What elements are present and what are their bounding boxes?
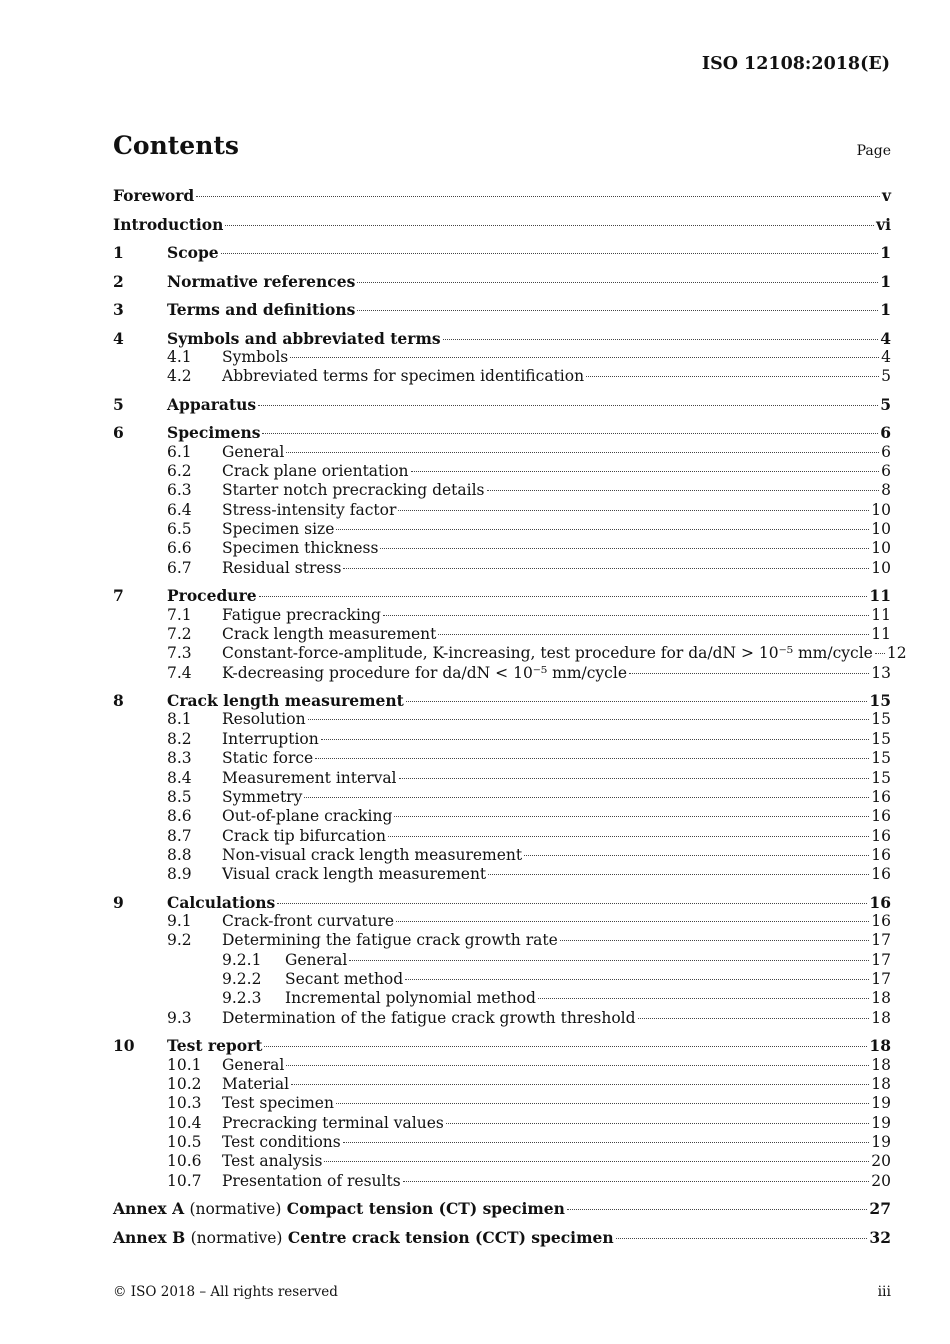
toc-entry-text: Determining the fatigue crack growth rate [222,931,558,950]
toc-entry-text: Crack-front curvature [222,912,395,931]
dot-leader [324,1161,869,1162]
toc-section-number: 8.1 [167,710,192,729]
toc-entry-text: Symbols and abbreviated terms [167,328,441,348]
toc-entry-6-6[interactable] [113,539,891,558]
toc-page-number: 17 [871,950,891,969]
toc-section-number: 6.5 [167,520,192,539]
document-identifier: ISO 12108:2018(E) [701,54,890,74]
toc-section-number: 8.9 [167,865,192,884]
dot-leader [349,960,869,961]
toc-section-number: 8.5 [167,787,192,806]
toc-entry-7-4[interactable] [113,664,891,683]
toc-entry-8-6[interactable] [113,807,891,826]
toc-section-number: 7.1 [167,605,192,624]
annex-title: Compact tension (CT) specimen [286,1199,565,1219]
toc-entry-text: Crack tip bifurcation [222,826,386,845]
toc-page-number: 20 [871,1152,891,1171]
toc-entry-9-2-1[interactable] [113,951,891,970]
toc-page-number: 15 [871,749,891,768]
toc-entry-text: Test report [167,1036,263,1056]
toc-page-number: 20 [871,1171,891,1190]
toc-section-number: 2 [113,271,124,291]
dot-leader [291,1084,869,1085]
annex-label: Annex B [113,1227,186,1247]
toc-entry-9-1[interactable] [113,912,891,931]
toc-entry-5[interactable] [113,395,891,424]
toc-page-number: 18 [871,1055,891,1074]
toc-entry-text [113,1199,565,1218]
dot-leader [388,836,869,837]
toc-section-number: 9.1 [167,912,192,931]
toc-section-number: 6.7 [167,558,192,577]
toc-entry-10[interactable] [113,1036,891,1056]
toc-section-number: 9.2.3 [222,989,262,1008]
toc-section-number: 8.8 [167,845,192,864]
dot-leader [264,1046,867,1047]
toc-entry-text: Fatigue precracking [222,605,381,624]
annex-kind: (normative) [189,1200,282,1219]
toc-page-number: 19 [871,1094,891,1113]
toc-entry-8-3[interactable] [113,749,891,768]
toc-entry-10-3[interactable] [113,1094,891,1113]
toc-entry-4-2[interactable] [113,367,891,386]
dot-leader [336,529,869,530]
toc-section-number: 10.3 [167,1094,202,1113]
dot-leader [487,490,880,491]
toc-section-number: 4.2 [167,367,192,386]
toc-entry-10-6[interactable] [113,1152,891,1171]
toc-entry-text [113,1228,614,1247]
toc-entry-text: Symbols [222,348,289,366]
toc-entry-6[interactable] [113,423,891,443]
toc-section-number: 9.2.2 [222,970,262,989]
toc-entry-text: Specimen size [222,520,335,539]
toc-section-number: 10.1 [167,1055,202,1074]
toc-section-number: 6.2 [167,462,192,481]
dot-leader [524,855,869,856]
toc-page-number: 4 [881,348,891,366]
dot-leader [446,1123,869,1124]
toc-entry-text: Introduction [113,214,224,234]
toc-page-number: 10 [871,539,891,558]
dot-leader [290,357,879,358]
toc-entry-text: General [222,442,285,461]
dot-leader [411,471,880,472]
toc-section-number: 8 [113,690,124,710]
toc-entry-8-8[interactable] [113,846,891,865]
toc-section-number: 8.3 [167,749,192,768]
page-title: Contents [113,131,240,160]
dot-leader [286,1065,869,1066]
toc-entry-text: Non-visual crack length measurement [222,845,523,864]
dot-leader [629,673,869,674]
toc-entry-1[interactable] [113,243,891,272]
dot-leader [221,253,879,254]
toc-entry-4-1[interactable] [113,348,891,367]
toc-section-number: 7 [113,586,124,606]
toc-section-number: 7.2 [167,624,192,643]
toc-section-number: 7.3 [167,644,192,663]
toc-entry-3[interactable] [113,300,891,329]
dot-leader [357,310,878,311]
toc-page-number: 8 [881,481,891,500]
dot-leader [443,339,879,340]
toc-entry-text: Scope [167,243,219,262]
toc-entry-text: Test conditions [222,1133,341,1151]
toc-section-number: 6.6 [167,539,192,558]
toc-entry-introduction[interactable] [113,215,891,244]
dot-leader [196,196,880,197]
toc-entry-text: Specimen thickness [222,539,379,558]
toc-page-number: 15 [871,710,891,729]
toc-page-number: 18 [871,989,891,1008]
toc-entry-text: Specimens [167,423,261,443]
toc-entry-text: Incremental polynomial method [285,989,536,1008]
toc-page-number: 10 [871,558,891,577]
toc-page-number: 18 [871,1074,891,1093]
toc-entry-text: Terms and definitions [167,300,356,319]
toc-entry-10-1[interactable] [113,1056,891,1075]
toc-entry-8-4[interactable] [113,769,891,788]
toc-page-number: 13 [871,663,891,682]
toc-entry-text: Static force [222,749,314,768]
toc-page-number: 11 [871,624,891,643]
toc-page-number: 5 [881,367,891,386]
toc-entry-text: Test analysis [222,1152,323,1171]
toc-entry-6-7[interactable] [113,559,891,578]
dot-leader [343,568,869,569]
toc-page-number: 11 [869,586,891,606]
dot-leader [259,596,868,597]
dot-leader [321,739,870,740]
toc-section-number: 6.4 [167,500,192,519]
dot-leader [394,816,869,817]
toc-page-number: 18 [869,1036,891,1056]
toc-entry-annex-a[interactable] [113,1199,891,1228]
toc-section-number: 10.5 [167,1133,202,1151]
toc-entry-text: Crack length measurement [167,690,404,710]
dot-leader [405,979,869,980]
toc-page-number: 16 [871,807,891,826]
toc-page-number: 10 [871,500,891,519]
toc-page-number: 5 [880,394,891,414]
toc-entry-annex-b[interactable] [113,1228,891,1257]
toc-entry-10-2[interactable] [113,1075,891,1094]
toc-section-number: 9.2 [167,931,192,950]
toc-entry-6-2[interactable] [113,462,891,481]
toc-entry-9[interactable] [113,893,891,913]
dot-leader [277,903,867,904]
toc-entry-10-5[interactable] [113,1133,891,1152]
toc-page-number: 16 [871,787,891,806]
toc-entry-text: Normative references [167,271,356,291]
toc-entry-6-4[interactable] [113,501,891,520]
dot-leader [560,940,869,941]
toc-entry-text: Interruption [222,729,319,748]
toc-entry-6-5[interactable] [113,520,891,539]
dot-leader [438,634,869,635]
toc-section-number: 10.2 [167,1074,202,1093]
toc-section-number: 7.4 [167,663,192,682]
dot-leader [638,1018,870,1019]
toc-entry-text: Starter notch precracking details [222,481,485,500]
page-footer [113,1284,891,1300]
toc-entry-8-2[interactable] [113,730,891,749]
toc-section-number: 9.2.1 [222,950,262,969]
toc-section-number: 8.7 [167,826,192,845]
toc-entry-8-7[interactable] [113,827,891,846]
dot-leader [304,797,869,798]
toc-entry-7-1[interactable] [113,606,891,625]
toc-entry-7[interactable] [113,586,891,606]
toc-page-number: 12 [886,644,907,663]
toc-section-number: 10.6 [167,1152,202,1171]
toc-page-number: 16 [871,845,891,864]
toc-page-number: 1 [880,243,891,262]
toc-section-number: 8.2 [167,729,192,748]
toc-entry-8-1[interactable] [113,710,891,729]
toc-entry-text: Test specimen [222,1094,334,1113]
dot-leader [262,433,878,434]
toc-section-number: 6.1 [167,442,192,461]
toc-page-number: 15 [869,690,891,710]
toc-page-number: 6 [881,442,891,461]
toc-page-number: 6 [880,423,891,443]
toc-entry-text: General [285,950,348,969]
toc-page-number: 16 [869,892,891,912]
toc-page-number: 19 [871,1133,891,1151]
toc-page-number: 1 [880,300,891,319]
toc-entry-9-3[interactable] [113,1009,891,1028]
toc-entry-8[interactable] [113,691,891,711]
footer-page-number: iii [877,1284,891,1300]
toc-entry-text: Material [222,1074,290,1093]
toc-entry-foreword[interactable] [113,186,891,215]
dot-leader [343,1142,870,1143]
toc-page-number: 16 [871,826,891,845]
toc-section-number: 6 [113,423,124,443]
toc-entry-9-2-2[interactable] [113,970,891,989]
toc-entry-text: Symmetry [222,787,303,806]
toc-section-number: 4 [113,328,124,348]
toc-entry-text: Foreword [113,186,195,205]
toc-page-number: 17 [871,970,891,989]
toc-entry-text: Crack length measurement [222,624,437,643]
toc-entry-text: Stress-intensity factor [222,500,397,519]
copyright-notice: © ISO 2018 – All rights reserved [113,1284,338,1300]
dot-leader [875,653,885,654]
toc-section-number: 9.3 [167,1008,192,1027]
toc-page-number: 32 [869,1227,891,1247]
toc-page-number: 11 [871,605,891,624]
toc-page-number: 27 [869,1199,891,1219]
annex-title: Centre crack tension (CCT) specimen [287,1227,614,1247]
toc-entry-text: Precracking terminal values [222,1113,444,1132]
toc-entry-text: Crack plane orientation [222,462,409,481]
dot-leader [336,1103,869,1104]
toc-entry-text: Out-of-plane cracking [222,807,393,826]
toc-entry-text: Apparatus [167,394,257,414]
toc-section-number: 8.6 [167,807,192,826]
annex-kind: (normative) [190,1228,283,1247]
toc-entry-2[interactable] [113,272,891,301]
toc-page-number: 4 [880,328,891,348]
toc-entry-8-9[interactable] [113,865,891,884]
toc-page-number: 15 [871,729,891,748]
toc-section-number: 4.1 [167,348,192,366]
page-column-label: Page [856,143,891,159]
toc-page-number: 6 [881,462,891,481]
dot-leader [258,405,878,406]
toc-entry-text: Abbreviated terms for specimen identification [222,367,585,386]
toc-section-number: 10.4 [167,1113,202,1132]
toc-entry-text: Constant-force-amplitude, K-increasing, test procedure for da/dN > 10⁻⁵ mm/cycle [222,644,873,663]
toc-page-number: v [881,186,891,205]
dot-leader [396,921,869,922]
toc-page-number: vi [876,214,891,234]
toc-page-number: 10 [871,520,891,539]
toc-page-number: 1 [880,271,891,291]
toc-section-number: 1 [113,243,124,262]
toc-entry-text: Secant method [285,970,404,989]
annex-label: Annex A [113,1199,185,1219]
toc-section-number: 6.3 [167,481,192,500]
dot-leader [308,719,870,720]
toc-entry-text: Procedure [167,586,257,606]
toc-page-number: 17 [871,931,891,950]
toc-page-number: 19 [871,1113,891,1132]
toc-page-number: 16 [871,865,891,884]
toc-entry-text: Visual crack length measurement [222,865,487,884]
toc-section-number: 8.4 [167,768,192,787]
dot-leader [567,1209,868,1210]
toc-entry-text: Measurement interval [222,768,397,787]
toc-entry-6-1[interactable] [113,443,891,462]
dot-leader [380,548,869,549]
toc-entry-8-5[interactable] [113,788,891,807]
dot-leader [586,376,879,377]
toc-entry-4[interactable] [113,329,891,349]
dot-leader [383,615,869,616]
dot-leader [488,874,869,875]
toc-entry-text: Residual stress [222,558,342,577]
toc-entry-7-3[interactable] [113,644,907,663]
toc-entry-text: Resolution [222,710,306,729]
dot-leader [403,1181,870,1182]
dot-leader [357,282,878,283]
dot-leader [225,225,874,226]
dot-leader [398,510,869,511]
toc-section-number: 10.7 [167,1171,202,1190]
toc-section-number: 9 [113,892,124,912]
dot-leader [616,1238,868,1239]
toc-section-number: 3 [113,300,124,319]
table-of-contents [113,186,907,1256]
toc-entry-9-2-3[interactable] [113,989,891,1008]
dot-leader [286,452,879,453]
toc-entry-text: Presentation of results [222,1171,401,1190]
toc-page-number: 16 [871,912,891,931]
dot-leader [538,998,869,999]
toc-section-number: 5 [113,394,124,414]
toc-entry-6-3[interactable] [113,481,891,500]
dot-leader [315,758,869,759]
toc-entry-10-4[interactable] [113,1114,891,1133]
toc-entry-text: Calculations [167,892,276,912]
toc-entry-text: K-decreasing procedure for da/dN < 10⁻⁵ mm/cycle [222,663,627,682]
toc-entry-7-2[interactable] [113,625,891,644]
toc-section-number: 10 [113,1036,135,1056]
toc-page-number: 15 [871,768,891,787]
toc-entry-text: General [222,1055,285,1074]
dot-leader [406,701,868,702]
toc-entry-9-2[interactable] [113,931,891,950]
toc-entry-10-7[interactable] [113,1172,891,1191]
toc-entry-text: Determination of the fatigue crack growth threshold [222,1008,636,1027]
dot-leader [399,778,870,779]
toc-page-number: 18 [871,1008,891,1027]
